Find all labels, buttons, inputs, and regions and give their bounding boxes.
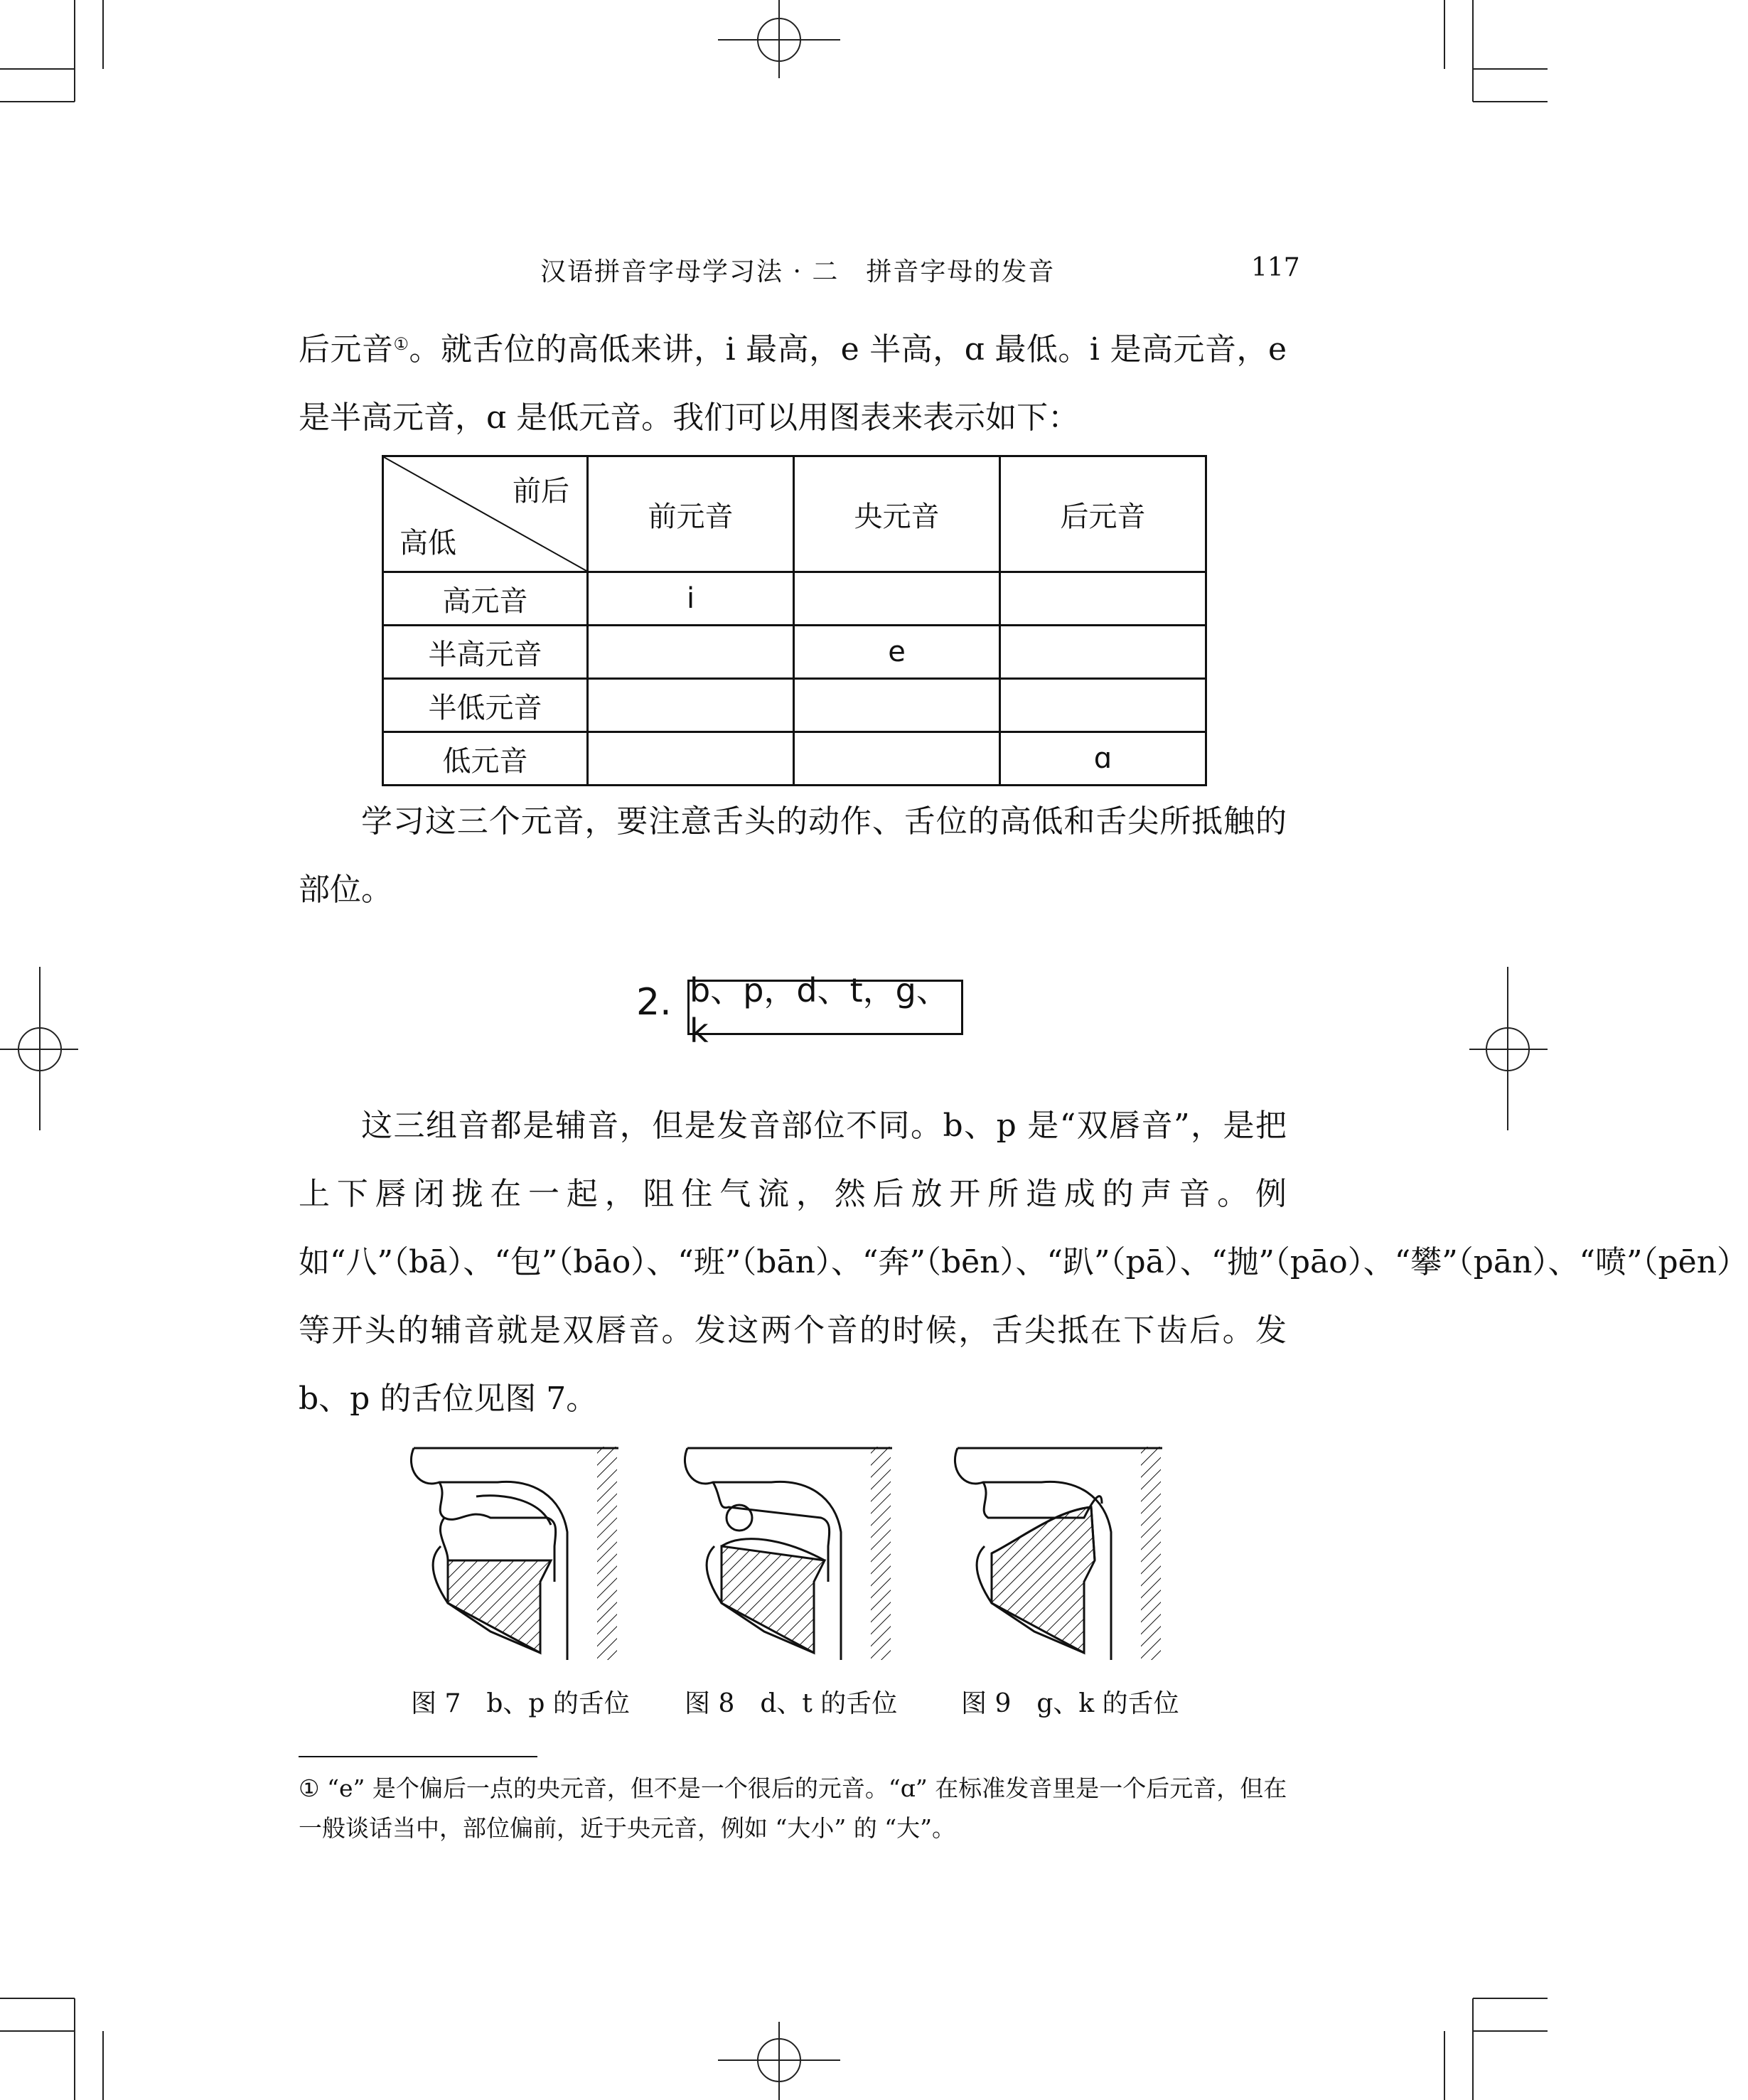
table-row <box>383 679 1206 732</box>
table-cell: i <box>588 572 794 626</box>
table-cell <box>794 679 1000 732</box>
intro-text-b: 。就舌位的高低来讲，i 最高，e 半高，ɑ 最低。i 是高元音，e 是半高元音，ɑ 是低元音。我们可以用图表来表示如下： <box>299 331 1287 436</box>
consonant-paragraph: 这三组音都是辅音，但是发音部位不同。b、p 是“双唇音”，是把上下唇闭拢在一起，阻住气流，然后放开所造成的声音。例如“八”（bā）、“包”（bāo）、“班”（bān）、“奔”（bēn）、“趴”（pā）、“抛”（pāo）、“攀”（pān）、“喷”（pēn）等开头的辅音就是双唇音。发这两个音的时候，舌尖抵在下齿后。发 b、p 的舌位见图 7。 <box>299 1108 1748 1417</box>
row-header: 高元音 <box>383 572 588 626</box>
column-header: 后元音 <box>1000 456 1206 572</box>
footnote-text: “e” 是个偏后一点的央元音，但不是一个很后的元音。“ɑ” 在标准发音里是一个后元音，但在一般谈话当中，部位偏前，近于央元音，例如 “大小” 的 “大”。 <box>299 1774 1287 1842</box>
table-cell <box>588 679 794 732</box>
table-cell <box>794 732 1000 786</box>
table-cell <box>1000 572 1206 626</box>
figure-8-caption: 图 8 d、t 的舌位 <box>685 1689 898 1718</box>
paragraph-after-table: 学习这三个元音，要注意舌头的动作、舌位的高低和舌尖所抵触的部位。 <box>299 803 1287 908</box>
figure-9-caption: 图 9 g、k 的舌位 <box>961 1689 1179 1718</box>
column-header: 央元音 <box>794 456 1000 572</box>
table-cell <box>1000 626 1206 679</box>
table-cell <box>1000 679 1206 732</box>
table-cell: ɑ <box>1000 732 1206 786</box>
column-header: 前元音 <box>588 456 794 572</box>
row-header: 低元音 <box>383 732 588 786</box>
corner-label-high-low: 高低 <box>400 527 456 559</box>
table-row <box>383 626 1206 679</box>
running-head: 汉语拼音字母学习法 · 二 拼音字母的发音 <box>540 257 1056 286</box>
table-cell: e <box>794 626 1000 679</box>
figure-9-diagram <box>949 1440 1162 1660</box>
intro-paragraph <box>299 316 1287 452</box>
table-cell <box>794 572 1000 626</box>
footnote-marker: ① <box>299 1774 320 1802</box>
table-row <box>383 732 1206 786</box>
figure-7-diagram <box>405 1440 618 1660</box>
figure-8-diagram <box>679 1440 892 1660</box>
vowel-table <box>382 455 1207 786</box>
corner-label-front-back: 前后 <box>513 475 569 508</box>
intro-text-a: 后元音 <box>299 331 394 368</box>
page-number: 117 <box>1251 253 1300 282</box>
table-corner-cell <box>383 456 588 572</box>
table-cell <box>588 626 794 679</box>
row-header: 半高元音 <box>383 626 588 679</box>
figure-7-caption: 图 7 b、p 的舌位 <box>411 1689 630 1718</box>
section-number: 2. <box>636 981 672 1024</box>
row-header: 半低元音 <box>383 679 588 732</box>
section-title-box: b、p，d、t，g、k <box>687 980 963 1035</box>
footnote-divider <box>299 1756 537 1757</box>
table-row <box>383 572 1206 626</box>
table-cell <box>588 732 794 786</box>
footnote <box>299 1769 1294 1848</box>
footnote-ref[interactable]: ① <box>393 334 409 354</box>
